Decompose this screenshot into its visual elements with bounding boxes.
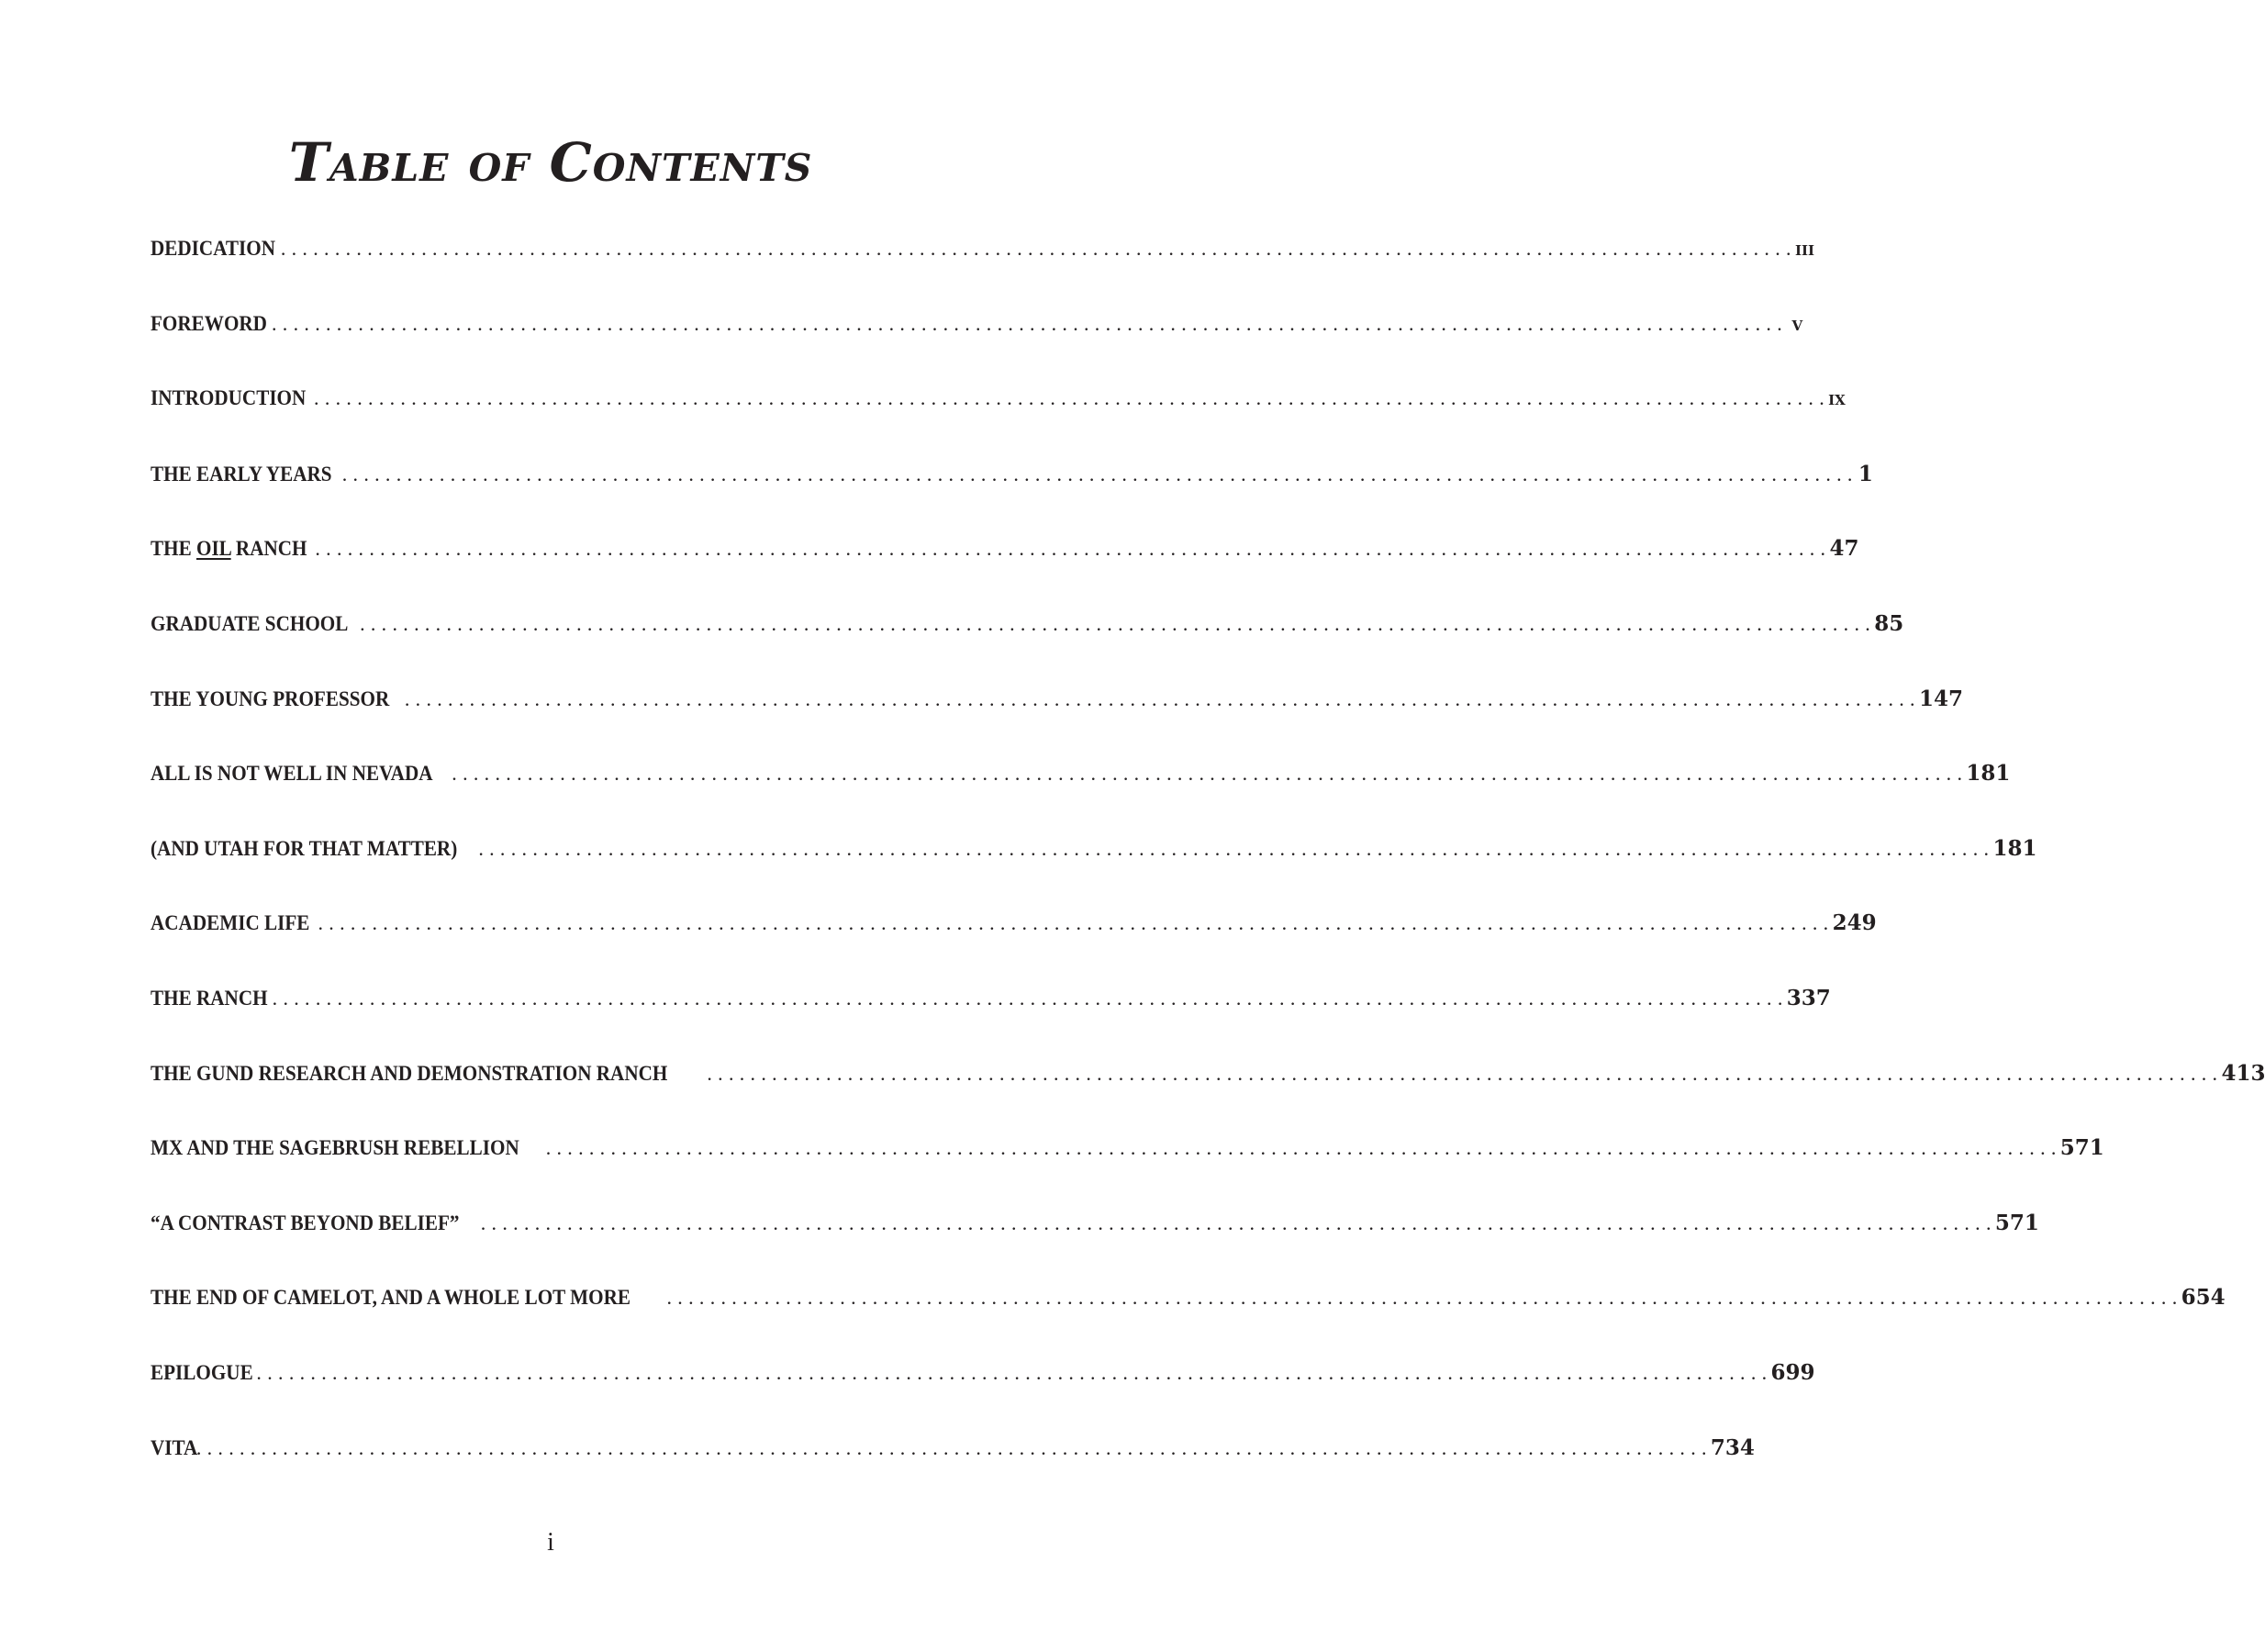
toc-entry-all-is-not-well-in-nevada bbox=[151, 761, 2011, 836]
dot-leader: . . . . . . . . . . . . . . . . . . . . . . . . . . . . . . . . . . . . . . . . . . . . . . . . . . . . . . . . . . . . . . . . . . . . . . . . . . . . . . . . . . . . . . . . . . . . . . . . . . . . . . . . . . . . . . . . . . . . . . . . . . . . . . . . . . . . . . . . . . . . bbox=[272, 311, 1783, 335]
toc-entry-mx-and-the-sagebrush-rebellion bbox=[151, 1135, 2104, 1211]
toc-entry-page-number: 699 bbox=[1770, 1359, 1815, 1385]
toc-entry-page-number: ix bbox=[1828, 386, 1846, 411]
toc-entry-label: THE RANCH bbox=[151, 986, 268, 1010]
toc-entry-graduate-school bbox=[151, 610, 1904, 686]
toc-entry-page-number: 654 bbox=[2181, 1285, 2226, 1311]
toc-entry-vita bbox=[151, 1434, 1755, 1511]
toc-entry-the-oil-ranch bbox=[151, 536, 1859, 611]
toc-entry-page-number: 47 bbox=[1829, 536, 1859, 562]
toc-entry-page-number: 85 bbox=[1874, 610, 1904, 636]
toc-entry-label: THE GUND RESEARCH AND DEMONSTRATION RANCH bbox=[151, 1061, 668, 1085]
toc-entry-label-underlined: OIL bbox=[195, 537, 231, 561]
toc-entry-page-number: 249 bbox=[1832, 910, 1877, 936]
dot-leader: . . . . . . . . . . . . . . . . . . . . . . . . . . . . . . . . . . . . . . . . . . . . . . . . . . . . . . . . . . . . . . . . . . . . . . . . . . . . . . . . . . . . . . . . . . . . . . . . . . . . . . . . . . . . . . . . . . . . . . . . . . . . . . . . . . . . . . . . . . . . bbox=[314, 386, 1825, 410]
toc-entry-label: GRADUATE SCHOOL bbox=[151, 611, 349, 635]
toc-entry-label: THE YOUNG PROFESSOR bbox=[151, 686, 390, 710]
toc-entry-the-ranch bbox=[151, 985, 1831, 1061]
dot-leader: . . . . . . . . . . . . . . . . . . . . . . . . . . . . . . . . . . . . . . . . . . . . . . . . . . . . . . . . . . . . . . . . . . . . . . . . . . . . . . . . . . . . . . . . . . . . . . . . . . . . . . . . . . . . . . . . . . . . . . . . . . . . . . . . . . . . . . . . . . . . bbox=[452, 762, 1963, 786]
toc-entry-page-number: 734 bbox=[1710, 1434, 1755, 1460]
dot-leader: . . . . . . . . . . . . . . . . . . . . . . . . . . . . . . . . . . . . . . . . . . . . . . . . . . . . . . . . . . . . . . . . . . . . . . . . . . . . . . . . . . . . . . . . . . . . . . . . . . . . . . . . . . . . . . . . . . . . . . . . . . . . . . . . . . . . . . . . . . . . bbox=[280, 237, 1791, 260]
dot-leader: . . . . . . . . . . . . . . . . . . . . . . . . . . . . . . . . . . . . . . . . . . . . . . . . . . . . . . . . . . . . . . . . . . . . . . . . . . . . . . . . . . . . . . . . . . . . . . . . . . . . . . . . . . . . . . . . . . . . . . . . . . . . . . . . . . . . . . . . . . . . bbox=[341, 462, 1853, 486]
dot-leader: . . . . . . . . . . . . . . . . . . . . . . . . . . . . . . . . . . . . . . . . . . . . . . . . . . . . . . . . . . . . . . . . . . . . . . . . . . . . . . . . . . . . . . . . . . . . . . . . . . . . . . . . . . . . . . . . . . . . . . . . . . . . . . . . . . . . . . . . . . . . bbox=[256, 1360, 1768, 1384]
dot-leader: . . . . . . . . . . . . . . . . . . . . . . . . . . . . . . . . . . . . . . . . . . . . . . . . . . . . . . . . . . . . . . . . . . . . . . . . . . . . . . . . . . . . . . . . . . . . . . . . . . . . . . . . . . . . . . . . . . . . . . . . . . . . . . . . . . . . . . . . . . . . bbox=[360, 611, 1871, 635]
dot-leader: . . . . . . . . . . . . . . . . . . . . . . . . . . . . . . . . . . . . . . . . . . . . . . . . . . . . . . . . . . . . . . . . . . . . . . . . . . . . . . . . . . . . . . . . . . . . . . . . . . . . . . . . . . . . . . . . . . . . . . . . . . . . . . . . . . . . . . . . . . . . bbox=[404, 686, 1915, 710]
toc-entry-label bbox=[151, 537, 307, 561]
dot-leader: . . . . . . . . . . . . . . . . . . . . . . . . . . . . . . . . . . . . . . . . . . . . . . . . . . . . . . . . . . . . . . . . . . . . . . . . . . . . . . . . . . . . . . . . . . . . . . . . . . . . . . . . . . . . . . . . . . . . . . . . . . . . . . . . . . . . . . . . . . . . bbox=[666, 1286, 2178, 1310]
toc-entry-introduction bbox=[151, 386, 1846, 462]
table-of-contents bbox=[151, 237, 2265, 1510]
toc-entry-page-number: 181 bbox=[1966, 761, 2011, 787]
dot-leader: . . . . . . . . . . . . . . . . . . . . . . . . . . . . . . . . . . . . . . . . . . . . . . . . . . . . . . . . . . . . . . . . . . . . . . . . . . . . . . . . . . . . . . . . . . . . . . . . . . . . . . . . . . . . . . . . . . . . . . . . . . . . . . . . . . . . . . . . . . . . bbox=[478, 836, 1990, 860]
dot-leader: . . . . . . . . . . . . . . . . . . . . . . . . . . . . . . . . . . . . . . . . . . . . . . . . . . . . . . . . . . . . . . . . . . . . . . . . . . . . . . . . . . . . . . . . . . . . . . . . . . . . . . . . . . . . . . . . . . . . . . . . . . . . . . . . . . . . . . . . . . . . bbox=[480, 1211, 1992, 1234]
dot-leader: . . . . . . . . . . . . . . . . . . . . . . . . . . . . . . . . . . . . . . . . . . . . . . . . . . . . . . . . . . . . . . . . . . . . . . . . . . . . . . . . . . . . . . . . . . . . . . . . . . . . . . . . . . . . . . . . . . . . . . . . . . . . . . . . . . . . . . . . . . . . bbox=[272, 986, 1783, 1010]
toc-entry-label: ALL IS NOT WELL IN NEVADA bbox=[151, 762, 433, 786]
toc-entry-page-number: v bbox=[1791, 311, 1803, 336]
dot-leader: . . . . . . . . . . . . . . . . . . . . . . . . . . . . . . . . . . . . . . . . . . . . . . . . . . . . . . . . . . . . . . . . . . . . . . . . . . . . . . . . . . . . . . . . . . . . . . . . . . . . . . . . . . . . . . . . . . . . . . . . . . . . . . . . . . . . . . . . . . . . bbox=[707, 1061, 2218, 1085]
toc-entry-label: THE EARLY YEARS bbox=[151, 462, 332, 486]
toc-entry-academic-life bbox=[151, 910, 1877, 986]
toc-entry-and-utah-for-that-matter bbox=[151, 835, 2037, 911]
toc-entry-page-number: iii bbox=[1794, 237, 1814, 261]
toc-entry-page-number: 571 bbox=[2059, 1135, 2104, 1161]
toc-entry-a-contrast-beyond-belief bbox=[151, 1210, 2039, 1286]
page-number-folio: i bbox=[547, 1528, 554, 1557]
toc-entry-the-young-professor bbox=[151, 686, 1963, 762]
toc-entry-page-number: 181 bbox=[1992, 835, 2037, 861]
toc-entry-label: VITA bbox=[151, 1435, 198, 1459]
page-title: Table of Contents bbox=[288, 131, 813, 194]
toc-entry-label: DEDICATION bbox=[151, 237, 276, 260]
toc-entry-label: EPILOGUE bbox=[151, 1360, 253, 1384]
toc-entry-label: THE END OF CAMELOT, AND A WHOLE LOT MORE bbox=[151, 1286, 631, 1310]
toc-entry-label: (AND UTAH FOR THAT MATTER) bbox=[151, 836, 458, 860]
toc-entry-foreword bbox=[151, 311, 1803, 387]
toc-entry-dedication bbox=[151, 237, 1814, 312]
toc-entry-the-end-of-camelot bbox=[151, 1285, 2226, 1360]
toc-entry-the-gund-research-ranch bbox=[151, 1060, 2265, 1136]
toc-entry-label: MX AND THE SAGEBRUSH REBELLION bbox=[151, 1136, 519, 1160]
toc-entry-epilogue bbox=[151, 1359, 1815, 1435]
toc-entry-label: “A CONTRAST BEYOND BELIEF” bbox=[151, 1211, 460, 1234]
toc-entry-the-early-years bbox=[151, 461, 1873, 537]
dot-leader: . . . . . . . . . . . . . . . . . . . . . . . . . . . . . . . . . . . . . . . . . . . . . . . . . . . . . . . . . . . . . . . . . . . . . . . . . . . . . . . . . . . . . . . . . . . . . . . . . . . . . . . . . . . . . . . . . . . . . . . . . . . . . . . . . . . . . . . . . . . . bbox=[318, 911, 1829, 935]
toc-entry-page-number: 413 bbox=[2221, 1060, 2265, 1086]
toc-entry-label: ACADEMIC LIFE bbox=[151, 911, 310, 935]
dot-leader: . . . . . . . . . . . . . . . . . . . . . . . . . . . . . . . . . . . . . . . . . . . . . . . . . . . . . . . . . . . . . . . . . . . . . . . . . . . . . . . . . . . . . . . . . . . . . . . . . . . . . . . . . . . . . . . . . . . . . . . . . . . . . . . . . . . . . . . . . . . . bbox=[315, 537, 1826, 561]
dot-leader: . . . . . . . . . . . . . . . . . . . . . . . . . . . . . . . . . . . . . . . . . . . . . . . . . . . . . . . . . . . . . . . . . . . . . . . . . . . . . . . . . . . . . . . . . . . . . . . . . . . . . . . . . . . . . . . . . . . . . . . . . . . . . . . . . . . . . . . . . . . . bbox=[195, 1435, 1707, 1459]
toc-entry-page-number: 337 bbox=[1786, 985, 1831, 1010]
toc-entry-page-number: 571 bbox=[1994, 1210, 2039, 1235]
toc-entry-label: FOREWORD bbox=[151, 311, 267, 335]
dot-leader: . . . . . . . . . . . . . . . . . . . . . . . . . . . . . . . . . . . . . . . . . . . . . . . . . . . . . . . . . . . . . . . . . . . . . . . . . . . . . . . . . . . . . . . . . . . . . . . . . . . . . . . . . . . . . . . . . . . . . . . . . . . . . . . . . . . . . . . . . . . . bbox=[545, 1136, 2057, 1160]
toc-entry-page-number: 147 bbox=[1918, 686, 1963, 711]
toc-entry-label: INTRODUCTION bbox=[151, 386, 307, 410]
toc-entry-label-suffix: RANCH bbox=[230, 537, 307, 561]
toc-entry-page-number: 1 bbox=[1858, 461, 1873, 486]
toc-entry-label-prefix: THE bbox=[151, 537, 196, 561]
